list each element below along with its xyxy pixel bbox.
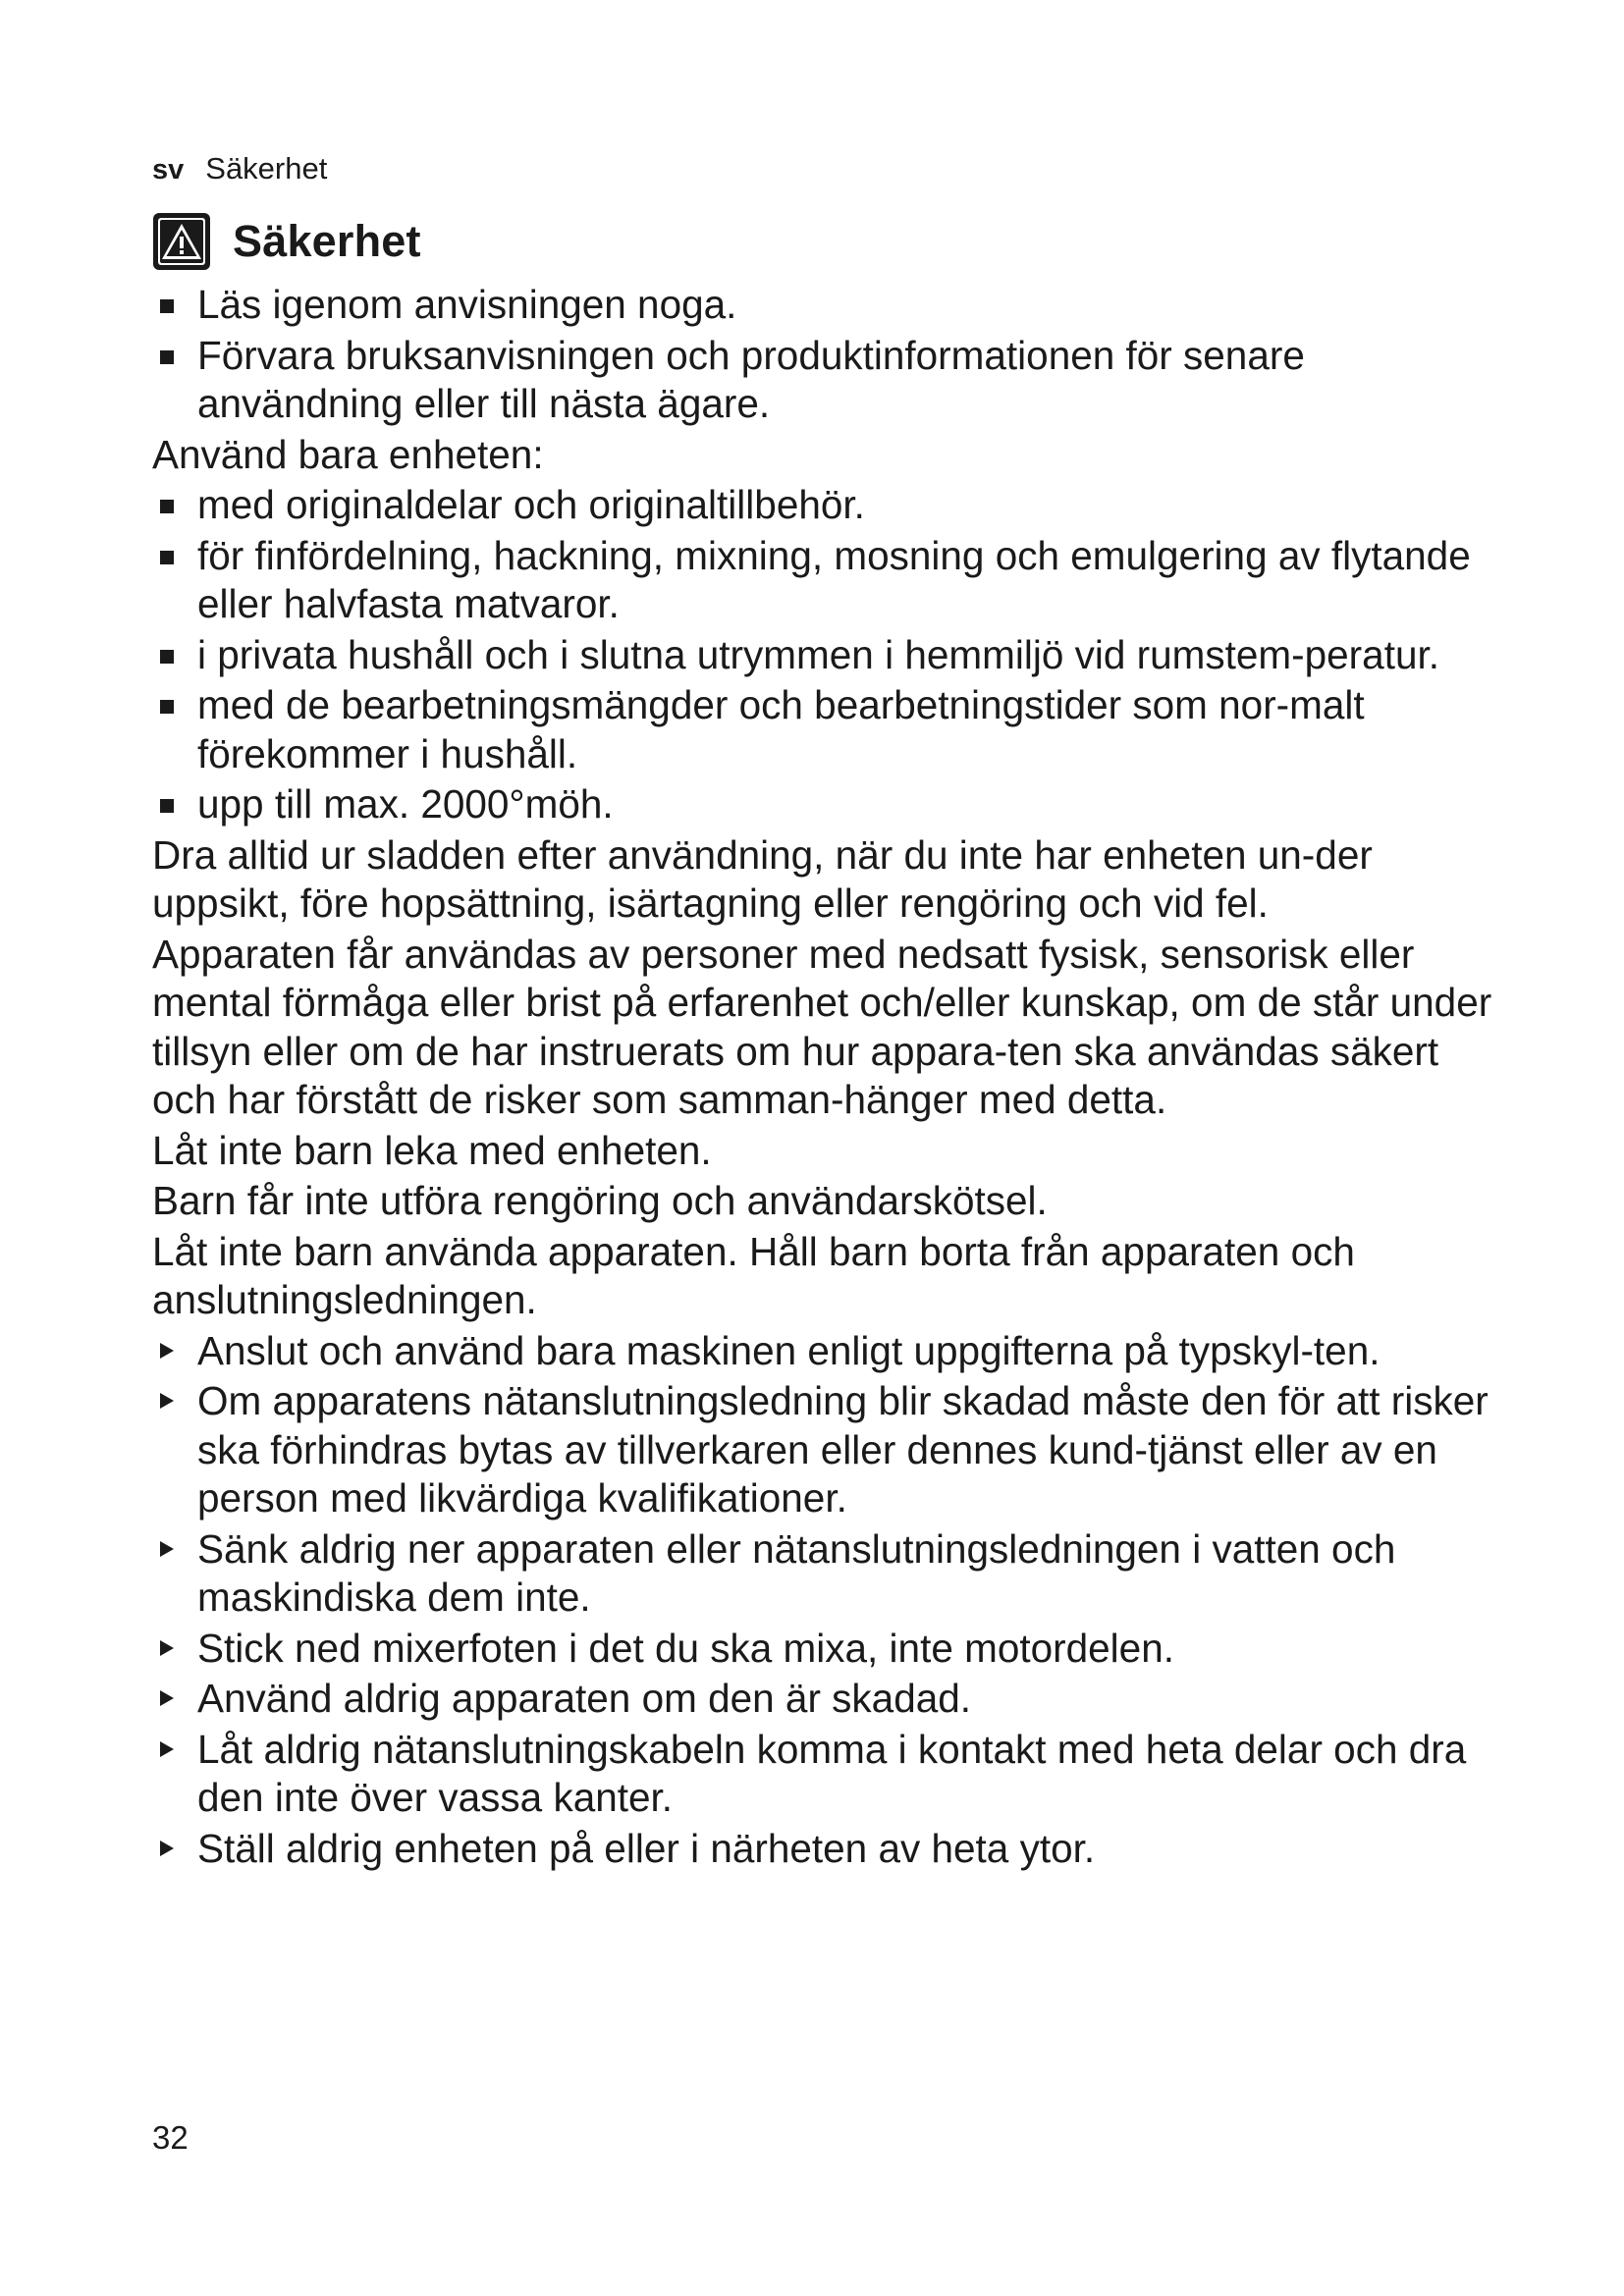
action-item-text: Ställ aldrig enheten på eller i närheten av heta ytor. [197, 1825, 1096, 1871]
square-bullet-icon [160, 799, 174, 813]
triangle-bullet-icon [160, 1741, 174, 1757]
list-item [152, 481, 1502, 530]
square-bullet-icon [160, 299, 174, 313]
square-bullet-icon [160, 700, 174, 714]
action-item [152, 1525, 1502, 1623]
triangle-bullet-icon [160, 1841, 174, 1856]
action-item [152, 1675, 1502, 1724]
list-item [152, 681, 1502, 778]
action-item-text: Sänk aldrig ner apparaten eller nätanslutningsledningen i vatten och maskindiska dem inte. [197, 1525, 1396, 1620]
use-heading: Använd bara enheten: [152, 431, 544, 477]
triangle-bullet-icon [160, 1690, 174, 1706]
action-item [152, 1726, 1502, 1823]
safety-content [152, 281, 1502, 1875]
paragraph: Apparaten får användas av personer med nedsatt fysisk, sensorisk eller mental förmåga eller brist på erfarenhet och/eller kunskap, om de står under tillsyn eller om de har instruerats om hur appara-ten ska användas säkert och har förstått de risker som samman-hänger med detta. [152, 931, 1492, 1122]
list-item [152, 631, 1502, 680]
list-item-text: Förvara bruksanvisningen och produktinformationen för senare användning eller till nästa ägare. [197, 332, 1305, 426]
running-header [152, 149, 327, 189]
language-code: sv [152, 154, 185, 186]
square-bullet-icon [160, 350, 174, 364]
list-item-text: i privata hushåll och i slutna utrymmen i hemmiljö vid rumstem-peratur. [197, 631, 1439, 677]
list-item [152, 780, 1502, 829]
action-item [152, 1377, 1502, 1523]
action-item [152, 1327, 1502, 1376]
list-item-text: med originaldelar och originaltillbehör. [197, 482, 865, 527]
running-header-section: Säkerhet [205, 151, 328, 186]
triangle-bullet-icon [160, 1393, 174, 1409]
list-item [152, 532, 1502, 629]
list-item [152, 332, 1502, 429]
triangle-bullet-icon [160, 1343, 174, 1359]
square-bullet-icon [160, 551, 174, 564]
page-number: 32 [152, 2119, 189, 2156]
page-title: Säkerhet [233, 216, 421, 266]
paragraph: Barn får inte utföra rengöring och användarskötsel. [152, 1178, 1048, 1223]
list-item-text: för finfördelning, hackning, mixning, mosning och emulgering av flytande eller halvfasta matvaror. [197, 532, 1471, 626]
action-item-text: Stick ned mixerfoten i det du ska mixa, inte motordelen. [197, 1625, 1174, 1671]
section-title-row [152, 212, 421, 271]
action-item [152, 1825, 1502, 1874]
list-item-text: Läs igenom anvisningen noga. [197, 282, 737, 327]
list-item [152, 281, 1502, 330]
square-bullet-icon [160, 500, 174, 513]
action-item-text: Låt aldrig nätanslutningskabeln komma i kontakt med heta delar och dra den inte över vassa kanter. [197, 1726, 1467, 1820]
action-item-text: Använd aldrig apparaten om den är skadad. [197, 1676, 972, 1721]
triangle-bullet-icon [160, 1541, 174, 1557]
list-item-text: med de bearbetningsmängder och bearbetningstider som nor-malt förekommer i hushåll. [197, 682, 1365, 776]
square-bullet-icon [160, 650, 174, 664]
action-item [152, 1625, 1502, 1674]
action-item-text: Anslut och använd bara maskinen enligt uppgifterna på typskyl-ten. [197, 1327, 1380, 1373]
action-item-text: Om apparatens nätanslutningsledning blir skadad måste den för att risker ska förhindras bytas av tillverkaren eller dennes kund-tjänst eller av en person med likvärdiga kvalifikationer. [197, 1378, 1489, 1521]
paragraph: Låt inte barn använda apparaten. Håll barn borta från apparaten och anslutningsledningen. [152, 1228, 1355, 1322]
warning-triangle-icon [152, 212, 211, 271]
list-item-text: upp till max. 2000°möh. [197, 781, 614, 827]
paragraph: Låt inte barn leka med enheten. [152, 1127, 712, 1173]
triangle-bullet-icon [160, 1640, 174, 1656]
paragraph: Dra alltid ur sladden efter användning, när du inte har enheten un-der uppsikt, före hopsättning, isärtagning eller rengöring och vid fel. [152, 831, 1373, 926]
